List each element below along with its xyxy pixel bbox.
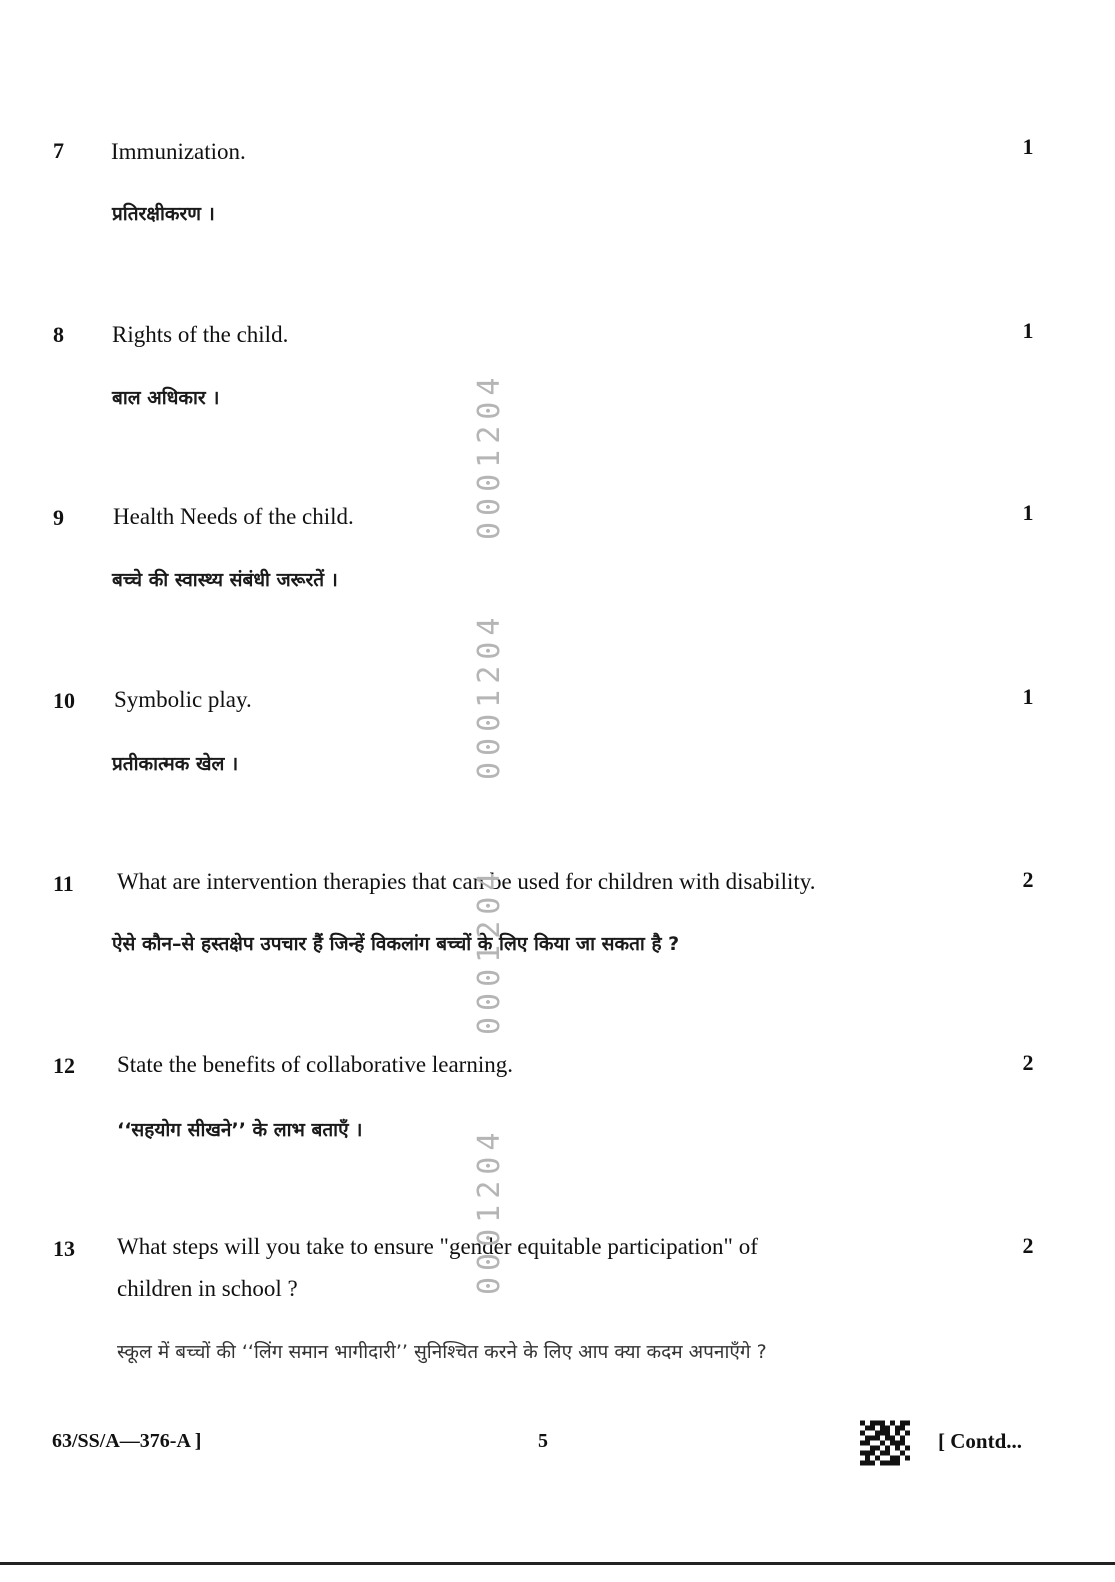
question-text-en-line1: What steps will you take to ensure "gender equitable participation" of [117, 1234, 758, 1259]
question-text-hi: ‘‘सहयोग सीखने’’ के लाभ बताएँ । [117, 1119, 363, 1141]
marks: 2 [1022, 1050, 1034, 1075]
continued-label: [ Contd... [938, 1429, 1023, 1453]
question-text-en: Health Needs of the child. [113, 504, 354, 529]
question-text-hi: बच्चे की स्वास्थ्य संबंधी जरूरतें । [112, 569, 338, 591]
bottom-rule [0, 1562, 1115, 1565]
paper-code: 63/SS/A—376-A ] [52, 1430, 202, 1452]
question-text-en-line2: children in school ? [117, 1276, 298, 1301]
qr-code-icon [860, 1420, 910, 1466]
question-text-hi: प्रतिरक्षीकरण । [112, 203, 215, 225]
question-text-hi: बाल अधिकार । [112, 387, 220, 409]
watermark-serial: 0001204 [472, 371, 507, 540]
marks: 1 [1022, 684, 1034, 709]
question-text-en: What are intervention therapies that can be used for children with disability. [117, 869, 816, 894]
question-number: 9 [53, 505, 64, 530]
question-number: 13 [53, 1236, 75, 1261]
watermark-serial: 0001204 [472, 611, 507, 780]
question-number: 7 [53, 138, 64, 163]
marks: 1 [1022, 318, 1034, 343]
question-text-en: Rights of the child. [112, 322, 289, 347]
question-text-hi: स्कूल में बच्चों की ‘‘लिंग समान भागीदारी’’ सुनिश्चित करने के लिए आप क्या कदम अपनाएँगे ? [117, 1341, 767, 1363]
marks: 2 [1022, 1233, 1034, 1258]
question-text-en: State the benefits of collaborative learning. [117, 1052, 513, 1077]
question-text-hi: ऐसे कौन–से हस्तक्षेप उपचार हैं जिन्हें विकलांग बच्चों के लिए किया जा सकता है ? [112, 933, 680, 955]
page-number: 5 [538, 1430, 548, 1452]
question-number: 11 [53, 871, 74, 896]
question-text-hi: प्रतीकात्मक खेल । [112, 753, 239, 775]
watermark-serial: 0001204 [472, 1126, 507, 1295]
marks: 1 [1022, 500, 1034, 525]
marks: 2 [1022, 867, 1034, 892]
marks: 1 [1022, 134, 1034, 159]
question-text-en: Immunization. [111, 139, 246, 164]
watermark-serial: 0001204 [472, 866, 507, 1035]
question-text-en: Symbolic play. [114, 687, 252, 712]
question-number: 8 [53, 322, 64, 347]
question-number: 10 [53, 688, 75, 713]
question-number: 12 [53, 1053, 75, 1078]
